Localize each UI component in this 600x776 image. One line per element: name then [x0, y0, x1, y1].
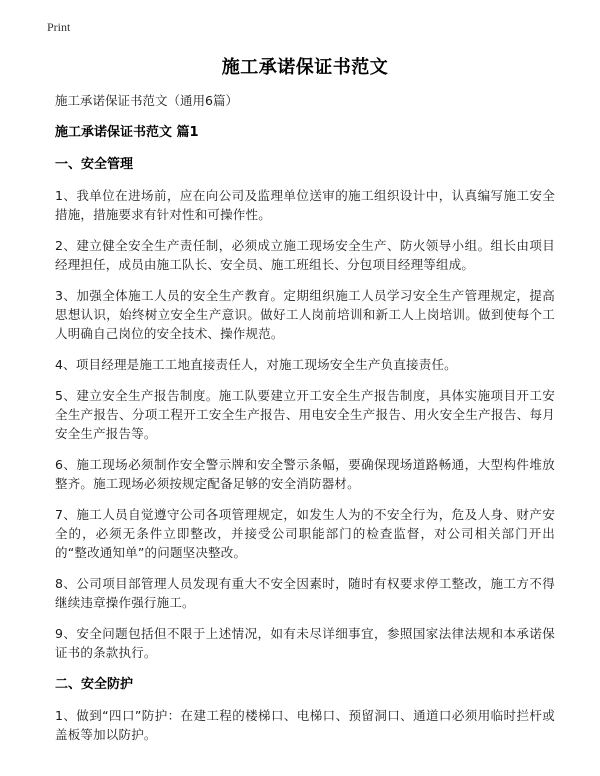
- paragraph: 1、我单位在进场前，应在向公司及监理单位送审的施工组织设计中，认真编写施工安全措施，措施要求有针对性和可操作性。: [55, 188, 555, 222]
- paragraph: 2、建立健全安全生产责任制，必须成立施工现场安全生产、防火领导小组。组长由项目经理担任，成员由施工队长、安全员、施工班组长、分包项目经理等组成。: [55, 238, 555, 272]
- section-heading: 一、安全管理: [55, 157, 134, 172]
- paragraph: 9、安全问题包括但不限于上述情况，如有未尽详细事宜，参照国家法律法规和本承诺保证书的条款执行。: [55, 626, 555, 660]
- paragraph: 1、做到“四口”防护：在建工程的楼梯口、电梯口、预留洞口、通道口必须用临时拦杆或盖板等加以防护。: [55, 708, 555, 742]
- paragraph: 8、公司项目部管理人员发现有重大不安全因素时，随时有权要求停工整改，施工方不得继续违章操作强行施工。: [55, 576, 555, 610]
- paragraph: 3、加强全体施工人员的安全生产教育。定期组织施工人员学习安全生产管理规定，提高思想认识，始终树立安全生产意识。做好工人岗前培训和新工人上岗培训。做到使每个工人明确自己岗位的安全技术、操作规范。: [55, 288, 555, 341]
- article-heading: 施工承诺保证书范文 篇1: [55, 125, 199, 140]
- paragraph: 5、建立安全生产报告制度。施工队要建立开工安全生产报告制度，具体实施项目开工安全生产报告、分项工程开工安全生产报告、用电安全生产报告、用火安全生产报告、每月安全生产报告等。: [55, 388, 555, 441]
- document-subtitle: 施工承诺保证书范文（通用6篇）: [55, 93, 238, 108]
- print-link[interactable]: Print: [47, 20, 71, 34]
- paragraph: 4、项目经理是施工工地直接责任人，对施工现场安全生产负直接责任。: [55, 357, 457, 372]
- page-title: 施工承诺保证书范文: [221, 57, 389, 78]
- document-body: [55, 56, 555, 744]
- section-safety-management: [55, 156, 555, 662]
- section-safety-protection: [55, 676, 555, 744]
- paragraph: 6、施工现场必须制作安全警示牌和安全警示条幅，要确保现场道路畅通，大型构件堆放整齐。施工现场必须按规定配备足够的安全消防器材。: [55, 457, 555, 491]
- section-heading: 二、安全防护: [55, 677, 134, 692]
- paragraph: 7、施工人员自觉遵守公司各项管理规定，如发生人为的不安全行为，危及人身、财产安全的，必须无条件立即整改，并接受公司职能部门的检查监督，对公司相关部门开出的“整改通知单”的问题坚决整改。: [55, 507, 555, 560]
